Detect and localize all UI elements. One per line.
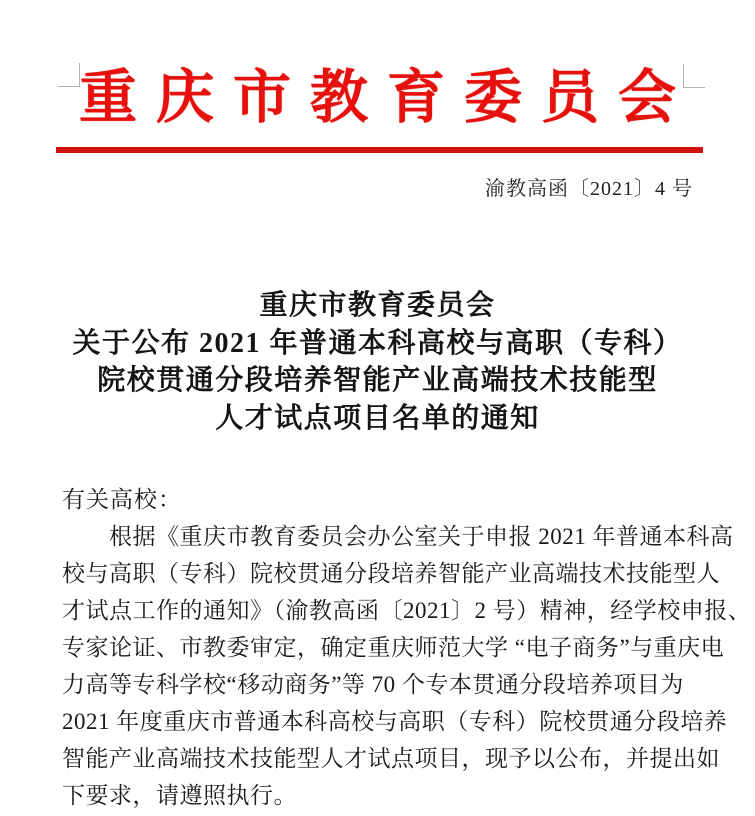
body-line: 力高等专科学校“移动商务”等 70 个专本贯通分段培养项目为 — [62, 672, 684, 697]
salutation: 有关高校： — [62, 487, 182, 512]
document-title-line: 人才试点项目名单的通知 — [215, 402, 540, 434]
body-line: 校与高职（专科）院校贯通分段培养智能产业高端技术技能型人 — [62, 561, 720, 586]
document-title-line: 院校贯通分段培养智能产业高端技术技能型 — [97, 365, 658, 396]
body-line: 2021 年度重庆市普通本科高校与高职（专科）院校贯通分段培养 — [62, 709, 728, 734]
body-line: 智能产业高端技术技能型人才试点项目，现予以公布，并提出如 — [62, 746, 720, 771]
body-line: 才试点工作的通知》（渝教高函〔2021〕2 号）精神，经学校申报、 — [62, 598, 752, 623]
document-title-line: 重庆市教育委员会 — [259, 290, 496, 321]
document-title-line: 关于公布 2021 年普通本科高校与高职（专科） — [72, 327, 683, 359]
letterhead-agency-title: 重庆市教育委员会 — [78, 65, 695, 130]
document-title — [30, 287, 725, 437]
body-line: 专家论证、市教委审定，确定重庆师范大学 “电子商务”与重庆电 — [62, 635, 725, 660]
letterhead-divider-rule — [56, 147, 703, 153]
body-line: 根据《重庆市教育委员会办公室关于申报 2021 年普通本科高 — [109, 524, 734, 549]
body-paragraph — [62, 518, 752, 814]
body-line: 下要求，请遵照执行。 — [62, 783, 297, 808]
document-reference-number: 渝教高函〔2021〕4 号 — [485, 178, 693, 200]
